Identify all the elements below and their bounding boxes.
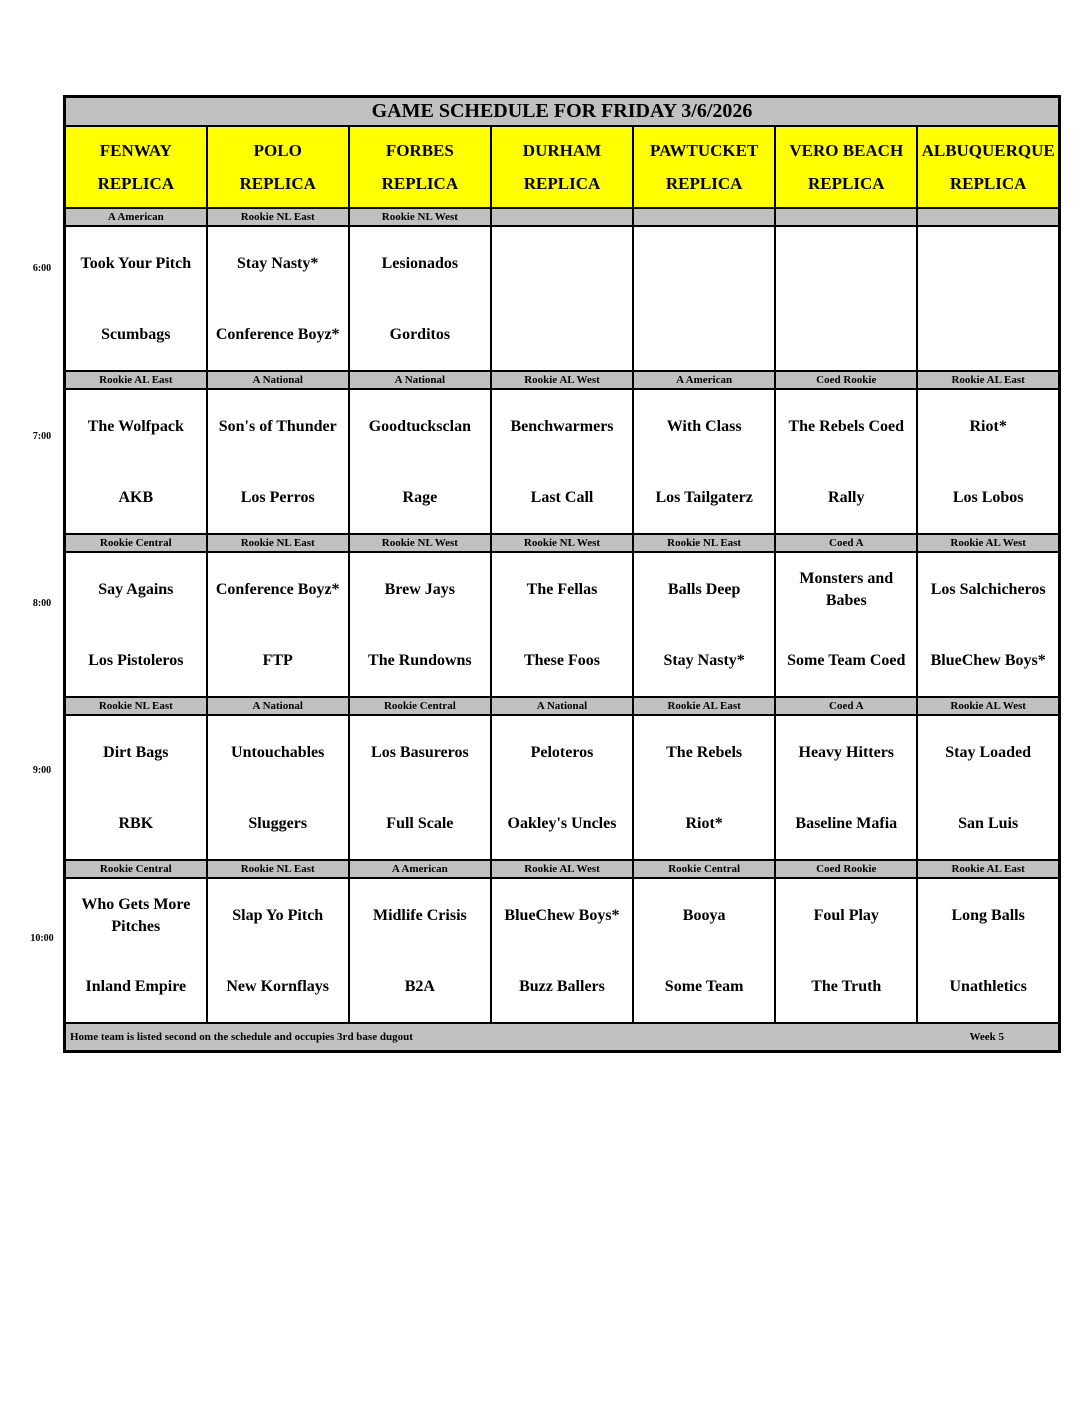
home-team: These Foos [523,652,600,669]
away-team: The Fellas [526,580,598,598]
home-team: The Rundowns [368,652,472,669]
game-cell [633,552,775,697]
division-row [65,697,1060,715]
field-header [349,126,491,208]
time-label: 10:00 [30,933,54,944]
time-label: 8:00 [32,598,52,609]
game-row [65,878,1060,1023]
away-team: Booya [682,906,726,924]
game-cell [349,226,491,371]
field-subtitle: REPLICA [381,174,459,193]
away-team: Goodtucksclan [368,417,471,435]
division-label: Coed A [775,697,917,715]
field-subtitle: REPLICA [239,174,316,193]
home-team: Riot* [685,815,723,832]
away-team: Say Agains [98,580,174,598]
home-team: Last Call [530,489,594,506]
away-team: The Rebels Coed [788,417,905,435]
home-team: Inland Empire [85,978,187,995]
game-cell [65,878,207,1023]
game-cell [207,878,349,1023]
away-team: Son's of Thunder [218,417,337,435]
division-label: Coed A [775,534,917,552]
home-team: Unathletics [949,978,1027,995]
game-cell [775,715,917,860]
home-team: B2A [404,978,435,995]
away-team: Midlife Crisis [372,906,467,924]
field-header [633,126,775,208]
game-row [65,389,1060,534]
division-label: Rookie NL West [349,534,491,552]
home-team [636,300,772,370]
away-team: Monsters and Babes [799,569,894,609]
home-team: Rally [828,489,865,506]
footer-cell [65,1023,1060,1052]
away-team: With Class [666,417,742,435]
division-label [775,208,917,226]
division-label: Rookie AL West [917,697,1059,715]
game-cell [633,715,775,860]
away-team: Brew Jays [384,580,456,598]
division-row [65,371,1060,389]
game-cell [775,878,917,1023]
division-label: Rookie NL East [207,534,349,552]
division-label: A American [633,371,775,389]
game-cell [917,552,1059,697]
game-cell [917,878,1059,1023]
division-label: A National [207,697,349,715]
game-cell [775,226,917,371]
field-header [491,126,633,208]
home-team: Sluggers [248,815,308,832]
away-team: Stay Loaded [945,743,1032,761]
home-team: Rage [402,489,438,506]
time-label: 6:00 [32,263,52,274]
home-team: Los Lobos [952,489,1024,506]
home-team-note: Home team is listed second on the schedule and occupies 3rd base dugout [70,1031,413,1043]
game-cell [633,226,775,371]
division-label: Rookie AL West [491,371,633,389]
time-label: 7:00 [32,431,52,442]
field-name: PAWTUCKET [649,141,759,160]
home-team: Some Team [664,978,744,995]
home-team: FTP [262,652,293,669]
away-team: Los Basureros [371,743,469,761]
division-label: Rookie NL East [207,860,349,878]
game-cell [207,226,349,371]
field-subtitle: REPLICA [665,174,743,193]
away-team: Dirt Bags [103,743,169,761]
field-subtitle: REPLICA [949,174,1027,193]
away-team: The Wolfpack [87,417,184,435]
game-cell [65,226,207,371]
home-team [494,300,630,370]
division-label: Rookie Central [65,860,207,878]
division-label: A National [491,697,633,715]
time-label: 9:00 [32,765,52,776]
division-label: Rookie Central [349,697,491,715]
game-cell [491,389,633,534]
game-cell [491,878,633,1023]
division-label: A National [207,371,349,389]
division-label: Rookie NL East [633,534,775,552]
away-team: Untouchables [231,743,325,761]
away-team [494,227,630,300]
field-name: FORBES [385,141,454,160]
field-name: DURHAM [522,141,602,160]
home-team: The Truth [811,978,882,995]
division-label: Rookie AL East [917,371,1059,389]
home-team: Conference Boyz* [215,326,340,343]
game-row [65,552,1060,697]
game-cell [349,878,491,1023]
home-team: Buzz Ballers [519,978,605,995]
away-team: Los Salchicheros [930,580,1046,598]
division-label: Rookie Central [633,860,775,878]
away-team: Who Gets More Pitches [81,895,191,935]
away-team: Riot* [969,417,1007,435]
home-team: Los Pistoleros [88,652,184,669]
division-label: Rookie NL East [65,697,207,715]
field-subtitle: REPLICA [523,174,601,193]
game-cell [349,715,491,860]
home-team [778,300,914,370]
game-cell [207,389,349,534]
game-cell [775,389,917,534]
division-row [65,208,1060,226]
home-team: Baseline Mafia [795,815,898,832]
division-label: Rookie AL West [917,534,1059,552]
division-label: Rookie NL West [349,208,491,226]
home-team: BlueChew Boys* [930,652,1046,669]
footer-row [65,1023,1060,1052]
game-cell [491,226,633,371]
field-header [207,126,349,208]
game-cell [207,715,349,860]
division-label [917,208,1059,226]
away-team: Heavy Hitters [798,743,895,761]
game-cell [775,552,917,697]
game-cell [207,552,349,697]
away-team: Balls Deep [667,580,741,598]
week-label: Week 5 [969,1031,1004,1043]
away-team [778,227,914,300]
division-label: A National [349,371,491,389]
field-name: VERO BEACH [789,141,904,160]
title-row [65,97,1060,127]
game-cell [349,552,491,697]
game-cell [917,389,1059,534]
game-row [65,715,1060,860]
home-team: Some Team Coed [787,652,906,669]
away-team: Benchwarmers [510,417,614,435]
away-team: BlueChew Boys* [504,906,620,924]
home-team: AKB [118,489,154,506]
game-cell [633,389,775,534]
away-team: Lesionados [381,254,459,272]
division-label: Rookie AL East [917,860,1059,878]
game-cell [491,552,633,697]
away-team: The Rebels [666,743,743,761]
away-team: Peloteros [530,743,594,761]
game-cell [917,226,1059,371]
division-label: Rookie AL West [491,860,633,878]
away-team: Slap Yo Pitch [232,906,324,924]
home-team: Stay Nasty* [663,652,745,669]
division-label: A American [65,208,207,226]
field-subtitle: REPLICA [808,174,885,193]
field-name: ALBUQUERQUE [921,141,1055,160]
home-team: New Kornflays [226,978,330,995]
division-label [491,208,633,226]
away-team: Took Your Pitch [80,254,192,272]
field-header [775,126,917,208]
away-team [920,227,1056,300]
game-cell [65,552,207,697]
division-row [65,860,1060,878]
away-team: Foul Play [813,906,879,924]
division-label: Rookie AL East [633,697,775,715]
home-team: Los Tailgaterz [655,489,753,506]
field-header [65,126,207,208]
away-team: Conference Boyz* [215,580,340,598]
division-label: Coed Rookie [775,860,917,878]
schedule-table [63,95,1061,1053]
game-cell [491,715,633,860]
schedule-title: GAME SCHEDULE FOR FRIDAY 3/6/2026 [65,97,1060,127]
division-row [65,534,1060,552]
division-label [633,208,775,226]
division-label: A American [349,860,491,878]
home-team: Full Scale [386,815,454,832]
home-team: RBK [118,815,154,832]
field-header-row [65,126,1060,208]
division-label: Rookie NL West [491,534,633,552]
home-team: Oakley's Uncles [507,815,617,832]
home-team: Gorditos [389,326,451,343]
game-cell [65,715,207,860]
division-label: Rookie NL East [207,208,349,226]
field-header [917,126,1059,208]
field-name: FENWAY [99,141,172,160]
game-cell [65,389,207,534]
away-team [636,227,772,300]
game-cell [917,715,1059,860]
away-team: Stay Nasty* [237,254,319,272]
division-label: Rookie AL East [65,371,207,389]
home-team: Los Perros [240,489,315,506]
home-team: Scumbags [101,326,171,343]
field-subtitle: REPLICA [97,174,175,193]
game-row [65,226,1060,371]
game-cell [633,878,775,1023]
game-cell [349,389,491,534]
division-label: Rookie Central [65,534,207,552]
division-label: Coed Rookie [775,371,917,389]
away-team: Long Balls [951,906,1025,924]
home-team [920,300,1056,370]
field-name: POLO [253,141,302,160]
home-team: San Luis [958,815,1019,832]
